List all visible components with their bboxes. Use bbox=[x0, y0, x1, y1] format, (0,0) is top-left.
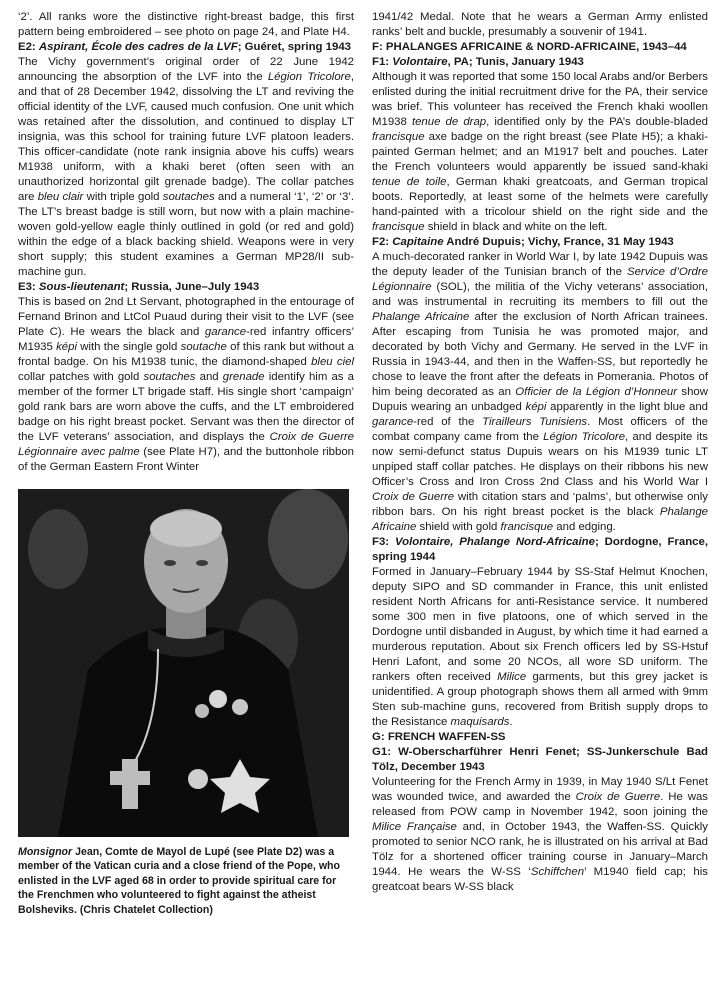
heading-place: André Dupuis; Vichy, France, 31 May 1943 bbox=[443, 236, 674, 248]
text-run: Formed in January–February 1944 by SS-Staf Helmut Knochen, deputy SIPO and SD commander in France, this unit enlisted resident North Africans for anti-Resistance service. It numbered some 300 men in five platoons, one of which served in the Dordogne until disbanded in August, by which time it had earned a murderous reputation. About six French officers led by SS-Hstuf Henri Lafont, and some 20 NCOs, all wore SD uniform. The rankers often received bbox=[372, 566, 708, 683]
portrait-photo bbox=[18, 489, 349, 837]
caption-text: Jean, Comte de Mayol de Lupé (see Plate D2) was a member of the Vatican curia and a close friend of the Pope, who enlisted in the LVF aged 68 in order to provide spiritual care for the Frenchmen who volunteered to fight against the atheist Bolsheviks. (Chris Chatelet Collection) bbox=[18, 846, 341, 916]
heading-code: F3: bbox=[372, 536, 390, 548]
text-run: show Dupuis wearing an unbadged bbox=[372, 386, 708, 413]
text-run: identify him as a member of the former LT brigade staff. His single short ‘campaign’ gold rank bars are worn above the cuffs, and the LT embroidered badge on his right breast pocket. Servant was then the director of the LVF veterans’ association, and displays the bbox=[18, 371, 354, 443]
text-run: , and despite its now semi-defunct status Dupuis wears on his M1939 tunic LT unpiped staff collar patches. He displays on their ribbons his new Officer’s Cross and Iron Cross 2nd Class and his World War I bbox=[372, 431, 708, 488]
text-run: -red of the bbox=[413, 416, 483, 428]
heading-g: G: FRENCH WAFFEN-SS bbox=[372, 731, 506, 743]
paragraph-e2 bbox=[18, 55, 354, 280]
heading-code: E3: bbox=[18, 281, 36, 293]
heading-code: E2: bbox=[18, 41, 36, 53]
italic-run: tenue de toile bbox=[372, 176, 447, 188]
text-run: A much-decorated ranker in World War I, by late 1942 Dupuis was the deputy leader of the Tunisian branch of the bbox=[372, 251, 708, 278]
italic-run: Croix de Guerre Légionnaire avec palme bbox=[18, 431, 354, 458]
heading-code: F1: bbox=[372, 56, 390, 68]
italic-run: Croix de Guerre bbox=[372, 491, 455, 503]
italic-run: soutache bbox=[180, 341, 227, 353]
italic-run: maquisards bbox=[450, 716, 510, 728]
text-run: axe badge on the right breast (see Plate H5); a khaki-painted German helmet; and an M1917 belt and pouches. Later the French volunteers would apparently be issued sand-khaki bbox=[372, 131, 708, 173]
italic-run: tenue de drap bbox=[411, 116, 487, 128]
italic-run: grenade bbox=[222, 371, 265, 383]
italic-run: Tirailleurs Tunisiens bbox=[482, 416, 588, 428]
text-run: garments, but this grey jacket is unidentified. A group photograph shows them all armed with 9mm Sten sub-machine guns, recovered from British supply drops to the Resistance bbox=[372, 671, 708, 728]
paragraph-f2 bbox=[372, 250, 708, 535]
italic-run: soutaches bbox=[143, 371, 196, 383]
text-run: collar patches with gold bbox=[18, 371, 144, 383]
paragraph-f3 bbox=[372, 565, 708, 730]
paragraph-f1 bbox=[372, 70, 708, 235]
heading-place: ; Dordogne, France, spring 1944 bbox=[372, 536, 708, 563]
text-run: . bbox=[509, 716, 513, 728]
left-column bbox=[18, 10, 354, 917]
heading-g1: G1: W-Oberscharführer Henri Fenet; SS-Junkerschule Bad Tölz, December 1943 bbox=[372, 746, 708, 773]
italic-run: bleu clair bbox=[37, 191, 84, 203]
text-run: after the exclusion of North African trainees. After escaping from Tunisia he was promoted major, and decorated by both Vichy and Germany. He served in the LVF in Russia in 1943-44, and then in the Waffen-SS, but reportedly he chose to leave the front after the defeats in Pomerania. Photos of him being decorated as an bbox=[372, 311, 708, 398]
text-run: , and that of 28 December 1942, dissolving the LT and reviving the official identity of the LVF, caused much confusion. One unit which was retained after the dissolution, and continued to display LT insignia, was this school for training future LVF platoon leaders. This officer-candidate (note rank insignia above his cuffs) wears M1938 uniform, with a khaki beret (often seen with an unauthorized horizontal gilt grenade badge). The collar patches are bbox=[18, 71, 354, 203]
text-run: of this rank but without a frontal badge. On his M1938 tunic, the diamond-shaped bbox=[18, 341, 354, 368]
text-run: This is based on 2nd Lt Servant, photographed in the entourage of Fernand Brinon and LtCol Puaud during their visit to the LVF (see Plate C). He wears the black and bbox=[18, 296, 354, 338]
italic-run: francisque bbox=[372, 221, 425, 233]
italic-run: garance bbox=[372, 416, 414, 428]
photo-illustration bbox=[18, 489, 349, 837]
text-run: -red infantry officers’ M1935 bbox=[18, 326, 354, 353]
heading-f1 bbox=[372, 55, 708, 70]
text-run: and edging. bbox=[553, 521, 616, 533]
text-run: with triple gold bbox=[83, 191, 163, 203]
paragraph-continued: ‘2’. All ranks wore the distinctive right-breast badge, this first pattern being embroidered – see photo on page 24, and Plate H4. bbox=[18, 11, 354, 38]
italic-run: Croix de Guerre bbox=[575, 791, 661, 803]
text-run: Although it was reported that some 150 local Arabs and/or Berbers enlisted during the initial recruitment drive for the PA, their service was brief. This volunteer has received the French khaki woollen M1938 bbox=[372, 71, 708, 128]
heading-place: , PA; Tunis, January 1943 bbox=[447, 56, 584, 68]
italic-run: soutaches bbox=[162, 191, 215, 203]
heading-f3 bbox=[372, 535, 708, 565]
heading-rank: Volontaire, Phalange Nord-Africaine bbox=[394, 536, 595, 548]
text-run: and, in October 1943, the Waffen-SS. Quickly promoted to senior NCO rank, he is illustrated on his arrival at Bad Tölz for a shortened officer training course in January–March 1944. He wears the W-SS ‘ bbox=[372, 821, 709, 878]
paragraph-g1 bbox=[372, 775, 708, 895]
heading-place: ; Russia, June–July 1943 bbox=[124, 281, 260, 293]
italic-run: képi bbox=[525, 401, 547, 413]
text-run: with the single gold bbox=[76, 341, 181, 353]
text-run: and bbox=[195, 371, 223, 383]
italic-run: Phalange Africaine bbox=[372, 506, 708, 533]
italic-run: Légion Tricolore bbox=[267, 71, 351, 83]
text-run: shield in black and white on the left. bbox=[424, 221, 608, 233]
heading-e2 bbox=[18, 40, 354, 55]
right-column bbox=[372, 10, 708, 895]
text-run: , identified only by the PA’s double-bladed bbox=[486, 116, 708, 128]
heading-code: F2: bbox=[372, 236, 390, 248]
italic-run: Service d’Ordre Légionnaire bbox=[372, 266, 708, 293]
photo-caption bbox=[18, 845, 354, 917]
text-run: and a numeral ‘1’, ‘2’ or ‘3’. The LT’s breast badge is still worn, but now with a plain machine-woven gold-yellow eagle thinly outlined in gold (or red and gold) within the edge of a black backing shield. Weapons were in very short supply; this student examines a German MP28/II sub-machine gun. bbox=[18, 191, 354, 278]
text-run: . Most officers of the combat company came from the bbox=[372, 416, 708, 443]
heading-e3 bbox=[18, 280, 354, 295]
heading-rank: Aspirant, École des cadres de la LVF bbox=[38, 41, 238, 53]
italic-run: francisque bbox=[500, 521, 554, 533]
italic-run: Milice bbox=[497, 671, 527, 683]
heading-rank: Sous-lieutenant bbox=[38, 281, 125, 293]
italic-run: garance bbox=[204, 326, 247, 338]
text-run: with citation stars and ‘palms’, but otherwise only ribbon bars. On his right breast pocket is the black bbox=[372, 491, 708, 518]
heading-f2 bbox=[372, 235, 708, 250]
caption-title: Monsignor bbox=[18, 846, 73, 858]
italic-run: Milice Française bbox=[372, 821, 457, 833]
text-run: ’ M1940 field cap; his greatcoat bears W-SS black bbox=[372, 866, 708, 893]
text-run: apparently in the light blue and bbox=[546, 401, 708, 413]
text-run: (see Plate H7), and the buttonhole ribbon of the German Eastern Front Winter bbox=[18, 446, 355, 473]
paragraph-continued: 1941/42 Medal. Note that he wears a German Army enlisted ranks’ belt and buckle, presumably a souvenir of 1941. bbox=[372, 11, 708, 38]
italic-run: Schiffchen bbox=[530, 866, 585, 878]
text-run: Volunteering for the French Army in 1939, in May 1940 S/Lt Fenet was wounded twice, and awarded the bbox=[372, 776, 708, 803]
heading-rank: Volontaire bbox=[392, 56, 448, 68]
heading-rank: Capitaine bbox=[392, 236, 444, 248]
italic-run: bleu ciel bbox=[311, 356, 354, 368]
italic-run: francisque bbox=[372, 131, 425, 143]
paragraph-e3 bbox=[18, 295, 354, 475]
text-run: shield with gold bbox=[416, 521, 501, 533]
text-run: . He was released from POW camp in November 1942, soon joining the bbox=[372, 791, 709, 818]
text-run: , German khaki greatcoats, and German tropical boots. Reportedly, at least some of the helmets were carefully hand-painted with a tricolour shield on the right side and the bbox=[372, 176, 708, 218]
italic-run: képi bbox=[56, 341, 77, 353]
heading-f: F: PHALANGES AFRICAINE & NORD-AFRICAINE, 1943–44 bbox=[372, 41, 687, 53]
heading-place: ; Guéret, spring 1943 bbox=[237, 41, 351, 53]
text-run: The Vichy government’s original order of 22 June 1942 announcing the absorption of the LVF into the bbox=[18, 56, 354, 83]
italic-run: Phalange Africaine bbox=[372, 311, 470, 323]
italic-run: Officier de la Légion d’Honneur bbox=[515, 386, 678, 398]
text-run: (SOL), the militia of the Vichy veterans’ association, and was instrumental in recruiting its members to fill out the bbox=[372, 281, 708, 308]
italic-run: Légion Tricolore bbox=[543, 431, 626, 443]
